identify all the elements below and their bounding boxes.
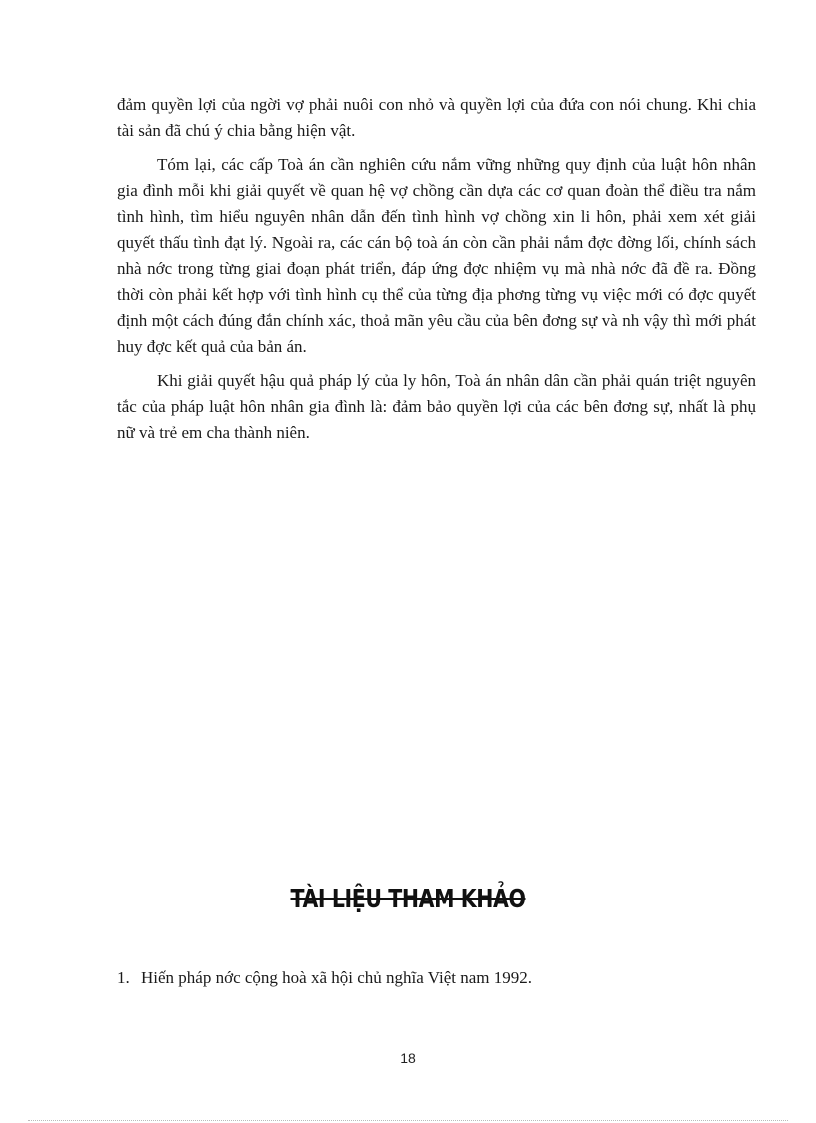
reference-number: 1.	[117, 968, 130, 987]
paragraph-continuation: đảm quyền lợi của ngời vợ phải nuôi con nhỏ và quyền lợi của đứa con nói chung. Khi chia tài sản đã chú ý chia bằng hiện vật.	[117, 95, 756, 140]
paragraph-conclusion: Khi giải quyết hậu quả pháp lý của ly hôn, Toà án nhân dân cần phải quán triệt nguyên tắc của pháp luật hôn nhân gia đình là: đảm bảo quyền lợi của các bên đơng sự, nhất là phụ nữ và trẻ em cha thành niên.	[117, 371, 756, 442]
references-list	[117, 965, 757, 991]
body-text	[117, 92, 756, 454]
reference-text: Hiến pháp nớc cộng hoà xã hội chủ nghĩa Việt nam 1992.	[141, 968, 533, 987]
reference-item	[117, 965, 757, 991]
paragraph-summary: Tóm lại, các cấp Toà án cần nghiên cứu nắm vững những quy định của luật hôn nhân gia đình mỗi khi giải quyết về quan hệ vợ chồng cần dựa các cơ quan đoàn thể điều tra nắm tình hình, tìm hiểu nguyên nhân dẫn đến tình hình vợ chồng xin li hôn, phải xem xét giải quyết thấu tình đạt lý. Ngoài ra, các cán bộ toà án còn cần phải nắm đợc đờng lối, chính sách nhà nớc trong từng giai đoạn phát triển, đáp ứng đợc nhiệm vụ mà nhà nớc đã đề ra. Đồng thời còn phải kết hợp với tình hình cụ thể của từng địa phơng từng vụ việc mới có đợc quyết định một cách đúng đắn chính xác, thoả mãn yêu cầu của bên đơng sự và nh vậy thì mới phát huy đợc kết quả của bản án.	[117, 155, 756, 356]
page-number: 18	[400, 1050, 416, 1066]
references-heading: TÀI LIỆU THAM KHẢO	[290, 884, 526, 913]
page-bottom-divider	[28, 1120, 788, 1121]
